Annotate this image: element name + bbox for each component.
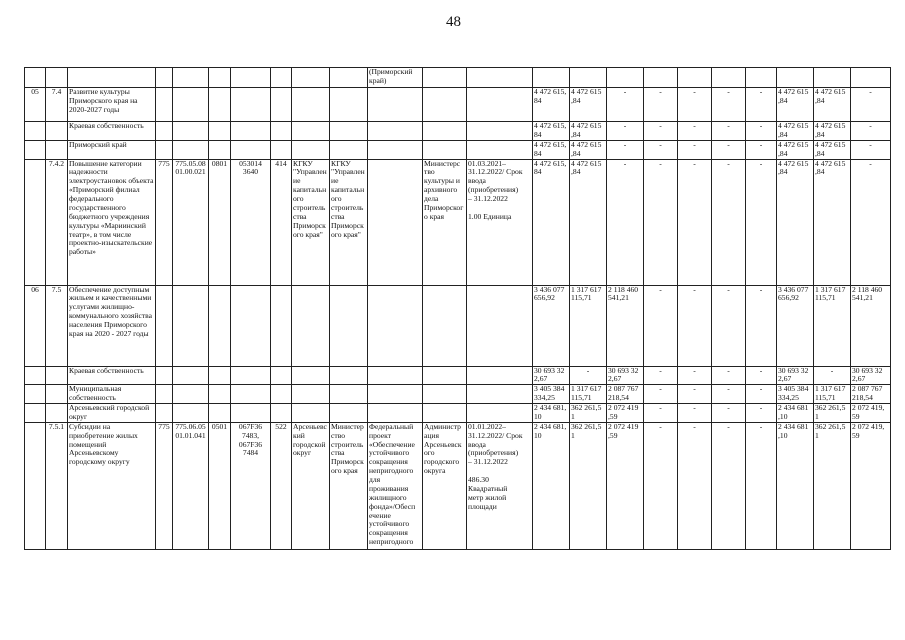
table-row (25, 366, 891, 385)
table-cell (231, 385, 271, 404)
table-cell (209, 285, 231, 366)
table-cell (570, 68, 607, 88)
table-cell: - (678, 366, 712, 385)
table-cell: - (570, 366, 607, 385)
table-cell: 2 434 681 ,10 (777, 404, 814, 423)
page-number: 48 (446, 14, 461, 30)
table-cell (368, 385, 423, 404)
table-cell: 775 (156, 159, 173, 285)
table-cell: Субсидии на приобретение жилых помещений Арсеньевскому городскому округу (68, 422, 156, 549)
table-cell: 4 472 615 ,84 (777, 159, 814, 285)
table-cell: - (644, 366, 678, 385)
table-cell (330, 366, 368, 385)
table-cell: - (712, 88, 746, 122)
table-cell: 06 (25, 285, 46, 366)
table-cell (330, 140, 368, 159)
table-cell (678, 68, 712, 88)
table-cell (330, 88, 368, 122)
table-cell: Обеспечение доступным жильем и качественными услугами жилищно-коммунального хозяйства населения Приморского края на 2020 - 2027 годы (68, 285, 156, 366)
table-cell (231, 366, 271, 385)
table-cell (423, 285, 467, 366)
table-cell: - (644, 88, 678, 122)
table-cell: Арсеньевский городской округ (68, 404, 156, 423)
table-cell (209, 122, 231, 141)
table-cell: 7.5 (46, 285, 68, 366)
table-cell: 30 693 32 2,67 (851, 366, 891, 385)
table-cell: - (746, 404, 777, 423)
table-cell: - (607, 140, 644, 159)
table-cell: - (851, 88, 891, 122)
table-cell (292, 285, 330, 366)
table-cell (644, 68, 678, 88)
table-row (25, 422, 891, 549)
table-cell: - (678, 88, 712, 122)
table-cell (533, 68, 570, 88)
table-cell (814, 68, 851, 88)
table-cell (292, 385, 330, 404)
table-cell: Приморский край (68, 140, 156, 159)
table-cell: 4 472 615 ,84 (570, 140, 607, 159)
table-cell: - (712, 140, 746, 159)
table-cell (330, 122, 368, 141)
table-cell: 4 472 615, 84 (533, 88, 570, 122)
table-cell (467, 88, 533, 122)
table-cell (423, 68, 467, 88)
table-cell: 1 317 617 115,71 (814, 285, 851, 366)
table-cell: - (746, 285, 777, 366)
table-cell: Краевая собственность (68, 366, 156, 385)
table-cell: (Приморский край) (368, 68, 423, 88)
table-cell: 4 472 615 ,84 (570, 122, 607, 141)
table-cell: - (746, 140, 777, 159)
table-cell: - (814, 366, 851, 385)
table-cell: 4 472 615 ,84 (777, 122, 814, 141)
table-cell: - (746, 385, 777, 404)
table-cell (209, 140, 231, 159)
table-cell: - (644, 385, 678, 404)
table-cell (368, 140, 423, 159)
table-cell: Министер ство строитель ства Приморск ого края (330, 422, 368, 549)
table-cell: 05 (25, 88, 46, 122)
table-cell: 362 261,5 1 (814, 422, 851, 549)
table-cell (46, 385, 68, 404)
table-cell (467, 140, 533, 159)
table-cell: 2 434 681, 10 (533, 404, 570, 423)
table-cell (851, 68, 891, 88)
table-cell: Повышение категории надежности электроустановок объекта «Приморский филиал федерального государственного бюджетного учреждения культуры «Мариинский театр», в том числе проектно-изыскательские работы» (68, 159, 156, 285)
table-cell: 4 472 615 ,84 (570, 88, 607, 122)
table-row (25, 404, 891, 423)
table-cell (292, 140, 330, 159)
table-cell: 362 261,5 1 (814, 404, 851, 423)
table-cell: - (712, 122, 746, 141)
table-cell (423, 385, 467, 404)
table-cell: 1 317 617 115,71 (814, 385, 851, 404)
table-cell (330, 404, 368, 423)
table-cell: 053014 3640 (231, 159, 271, 285)
table-cell: 30 693 32 2,67 (533, 366, 570, 385)
table-cell: 4 472 615 ,84 (814, 159, 851, 285)
table-cell: - (678, 159, 712, 285)
table-cell (231, 140, 271, 159)
table-cell (25, 385, 46, 404)
table-cell: 2 087 767 218,54 (851, 385, 891, 404)
table-cell (173, 88, 209, 122)
table-cell: 3 436 077 656,92 (533, 285, 570, 366)
table-cell: - (678, 140, 712, 159)
table-cell (46, 366, 68, 385)
table-cell: - (678, 122, 712, 141)
table-cell: Арсеньевс кий городской округ (292, 422, 330, 549)
table-cell (271, 385, 292, 404)
table-cell: - (607, 88, 644, 122)
table-cell (173, 68, 209, 88)
table-cell (46, 404, 68, 423)
table-cell: Развитие культуры Приморского края на 2020-2027 годы (68, 88, 156, 122)
table-cell: - (644, 140, 678, 159)
table-cell (271, 68, 292, 88)
table-cell (46, 140, 68, 159)
table-cell: 4 472 615 ,84 (814, 140, 851, 159)
table-cell (368, 159, 423, 285)
table-cell: 2 072 419, 59 (851, 404, 891, 423)
table-cell (292, 122, 330, 141)
table-cell (209, 385, 231, 404)
table-cell: 4 472 615 ,84 (777, 88, 814, 122)
table-cell: - (851, 122, 891, 141)
table-cell (271, 140, 292, 159)
table-cell (271, 122, 292, 141)
table-cell: 3 436 077 656,92 (777, 285, 814, 366)
table-cell: 4 472 615, 84 (533, 122, 570, 141)
table-cell (777, 68, 814, 88)
table-cell: 1 317 617 115,71 (570, 385, 607, 404)
table-cell: 30 693 32 2,67 (607, 366, 644, 385)
table-cell (46, 68, 68, 88)
table-cell: 2 118 460 541,21 (851, 285, 891, 366)
table-cell: 775.05.08 01.00.021 (173, 159, 209, 285)
table-cell: - (607, 122, 644, 141)
table-cell (231, 404, 271, 423)
table-cell (423, 88, 467, 122)
table-cell (292, 366, 330, 385)
table-cell: 2 072 419 ,59 (607, 422, 644, 549)
table-cell: - (851, 140, 891, 159)
table-cell: 7.5.1 (46, 422, 68, 549)
table-cell (746, 68, 777, 88)
table-cell (423, 366, 467, 385)
table-cell (231, 68, 271, 88)
table-cell: 414 (271, 159, 292, 285)
table-cell (330, 285, 368, 366)
table-cell (209, 68, 231, 88)
table-cell: 7.4 (46, 88, 68, 122)
table-cell: 2 434 681, 10 (533, 422, 570, 549)
table-cell: - (644, 422, 678, 549)
table-cell: 01.01.2022– 31.12.2022/ Срок ввода (приобретения) – 31.12.2022 486.30 Квадратный метр жилой площади (467, 422, 533, 549)
table-cell: Министерс тво культуры и архивного дела Приморског о края (423, 159, 467, 285)
table-cell (292, 404, 330, 423)
table-cell: 4 472 615 ,84 (814, 122, 851, 141)
table-cell: - (712, 366, 746, 385)
table-cell: 0801 (209, 159, 231, 285)
table-cell: - (712, 404, 746, 423)
table-cell (68, 68, 156, 88)
table-cell (25, 404, 46, 423)
table-cell: 0501 (209, 422, 231, 549)
table-cell: - (746, 159, 777, 285)
table-cell (25, 122, 46, 141)
table-cell (368, 122, 423, 141)
table-cell: 4 472 615 ,84 (814, 88, 851, 122)
table-cell: - (712, 159, 746, 285)
table-cell (209, 88, 231, 122)
table-cell: 30 693 32 2,67 (777, 366, 814, 385)
table-cell (209, 404, 231, 423)
table-cell (156, 366, 173, 385)
table-cell: - (678, 385, 712, 404)
table-cell (271, 404, 292, 423)
budget-table (24, 67, 891, 550)
table-cell: - (712, 385, 746, 404)
table-cell (25, 366, 46, 385)
table-cell: - (678, 285, 712, 366)
table-cell (467, 404, 533, 423)
table-cell (467, 385, 533, 404)
table-cell: 4 472 615 ,84 (777, 140, 814, 159)
table-cell: 4 472 615 ,84 (570, 159, 607, 285)
table-cell: 1 317 617 115,71 (570, 285, 607, 366)
table-cell: 067F36 7483, 067F36 7484 (231, 422, 271, 549)
table-cell (156, 122, 173, 141)
table-cell: - (644, 159, 678, 285)
table-cell: - (644, 404, 678, 423)
table-row (25, 285, 891, 366)
table-cell (231, 122, 271, 141)
table-cell (467, 285, 533, 366)
table-cell: Федеральный проект «Обеспечение устойчивого сокращения непригодного для проживания жилищного фонда»/Обесп ечение устойчивого сокращения непригодного (368, 422, 423, 549)
table-cell (25, 68, 46, 88)
table-cell: 01.03.2021– 31.12.2022/ Срок ввода (приобретения) – 31.12.2022 1.00 Единица (467, 159, 533, 285)
table-cell: - (851, 159, 891, 285)
table-cell (330, 385, 368, 404)
table-cell (368, 404, 423, 423)
table-cell: КГКУ "Управлен ие капитальн ого строитель ства Приморск ого края" (330, 159, 368, 285)
table-cell (156, 68, 173, 88)
table-cell: 775.06.05 01.01.041 (173, 422, 209, 549)
table-row (25, 88, 891, 122)
table-cell: 2 087 767 218,54 (607, 385, 644, 404)
table-cell: 4 472 615, 84 (533, 140, 570, 159)
table-cell (368, 88, 423, 122)
table-cell: - (607, 159, 644, 285)
table-cell (467, 366, 533, 385)
table-cell: - (746, 88, 777, 122)
table-cell (156, 385, 173, 404)
table-row (25, 159, 891, 285)
table-cell (368, 285, 423, 366)
table-cell (423, 404, 467, 423)
table-cell (173, 285, 209, 366)
table-cell: 362 261,5 1 (570, 404, 607, 423)
table-cell (156, 404, 173, 423)
table-cell (292, 88, 330, 122)
table-cell (173, 385, 209, 404)
table-cell: - (746, 422, 777, 549)
table-cell (156, 285, 173, 366)
table-cell (173, 404, 209, 423)
table-cell (231, 285, 271, 366)
table-row (25, 122, 891, 141)
table-cell: 2 072 419 ,59 (607, 404, 644, 423)
table-cell: Краевая собственность (68, 122, 156, 141)
table-cell: 2 434 681 ,10 (777, 422, 814, 549)
table-cell: Администр ация Арсеньевск ого городского округа (423, 422, 467, 549)
table-cell: 3 405 384 334,25 (533, 385, 570, 404)
table-cell: 4 472 615, 84 (533, 159, 570, 285)
table-cell: - (678, 422, 712, 549)
table-cell (25, 140, 46, 159)
table-cell (209, 366, 231, 385)
table-cell (423, 122, 467, 141)
table-cell (330, 68, 368, 88)
table-cell (292, 68, 330, 88)
table-cell (607, 68, 644, 88)
table-cell: - (644, 122, 678, 141)
table-row (25, 140, 891, 159)
table-cell: - (712, 285, 746, 366)
table-cell: - (712, 422, 746, 549)
table-cell (25, 159, 46, 285)
table-cell: 3 405 384 334,25 (777, 385, 814, 404)
table-cell: КГКУ "Управлен ие капитальн ого строитель ства Приморск ого края" (292, 159, 330, 285)
table-cell: 775 (156, 422, 173, 549)
table-cell (467, 68, 533, 88)
table-cell: 2 072 419, 59 (851, 422, 891, 549)
table-cell (467, 122, 533, 141)
table-row (25, 385, 891, 404)
table-cell (368, 366, 423, 385)
table-cell: - (644, 285, 678, 366)
table-cell (271, 88, 292, 122)
table-cell (46, 122, 68, 141)
table-cell: - (678, 404, 712, 423)
table-cell: 2 118 460 541,21 (607, 285, 644, 366)
table-cell (271, 366, 292, 385)
table-cell: 362 261,5 1 (570, 422, 607, 549)
table-cell (231, 88, 271, 122)
table-cell (712, 68, 746, 88)
table-cell (271, 285, 292, 366)
table-cell (423, 140, 467, 159)
table-cell: Муниципальная собственность (68, 385, 156, 404)
table-cell (25, 422, 46, 549)
table-cell: 522 (271, 422, 292, 549)
table-cell (173, 140, 209, 159)
table-cell (156, 88, 173, 122)
table-cell (173, 366, 209, 385)
table-row (25, 68, 891, 88)
table-cell (173, 122, 209, 141)
table-cell (156, 140, 173, 159)
table-cell: - (746, 122, 777, 141)
table-cell: 7.4.2 (46, 159, 68, 285)
table-cell: - (746, 366, 777, 385)
